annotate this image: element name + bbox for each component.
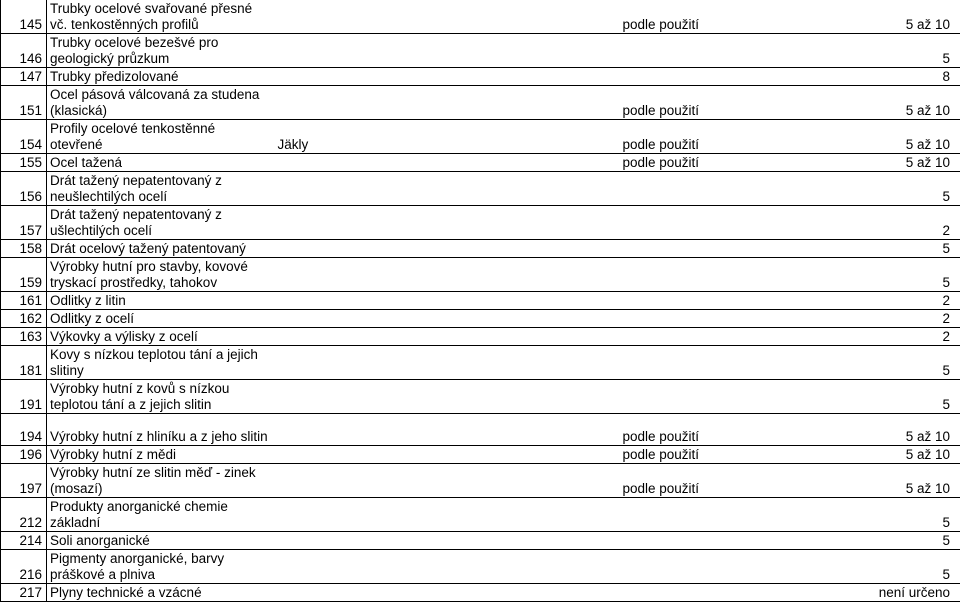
row-code: 194 xyxy=(1,428,47,446)
description-line: Drát tažený nepatentovaný z xyxy=(50,207,222,222)
row-note: Jäkly xyxy=(275,120,620,154)
description-line: (mosazí) xyxy=(50,481,103,496)
row-value: 5 xyxy=(833,34,960,68)
row-usage xyxy=(620,240,833,258)
row-code: 212 xyxy=(1,498,47,532)
row-usage xyxy=(620,380,833,414)
row-usage xyxy=(620,584,833,602)
row-usage xyxy=(620,328,833,346)
row-value: 5 xyxy=(833,346,960,380)
row-code: 191 xyxy=(1,380,47,414)
row-value: 5 xyxy=(833,532,960,550)
row-note xyxy=(275,328,620,346)
row-code: 197 xyxy=(1,464,47,498)
table-row xyxy=(1,584,960,602)
description-line: Profily ocelové tenkostěnné xyxy=(50,121,216,136)
row-description xyxy=(47,584,275,602)
row-description xyxy=(47,120,275,154)
row-value: 2 xyxy=(833,328,960,346)
row-note xyxy=(275,68,620,86)
row-description xyxy=(47,0,275,34)
row-usage: podle použití xyxy=(620,120,833,154)
table-row xyxy=(1,154,960,172)
row-description xyxy=(47,86,275,120)
row-code: 162 xyxy=(1,310,47,328)
row-note xyxy=(275,380,620,414)
row-value: 8 xyxy=(833,68,960,86)
description-line: neušlechtilých ocelí xyxy=(50,189,168,204)
spacer-row xyxy=(1,414,960,429)
table-row xyxy=(1,258,960,292)
row-note xyxy=(275,446,620,464)
row-value: 5 xyxy=(833,498,960,532)
table-row xyxy=(1,446,960,464)
row-code: 156 xyxy=(1,172,47,206)
row-value: 5 xyxy=(833,380,960,414)
row-code: 161 xyxy=(1,292,47,310)
row-code: 147 xyxy=(1,68,47,86)
row-note xyxy=(275,310,620,328)
row-note xyxy=(275,464,620,498)
description-line: (klasická) xyxy=(50,103,108,118)
table-row xyxy=(1,464,960,498)
row-description xyxy=(47,34,275,68)
row-usage xyxy=(620,532,833,550)
table-row xyxy=(1,310,960,328)
description-line: slitiny xyxy=(50,363,84,378)
table-row xyxy=(1,498,960,532)
row-description xyxy=(47,446,275,464)
description-line: Trubky předizolované xyxy=(50,69,179,84)
row-value: 5 xyxy=(833,258,960,292)
row-description xyxy=(47,498,275,532)
row-description xyxy=(47,380,275,414)
table-row xyxy=(1,120,960,154)
row-code: 146 xyxy=(1,34,47,68)
row-code: 217 xyxy=(1,584,47,602)
row-description xyxy=(47,532,275,550)
row-usage xyxy=(620,68,833,86)
description-line: Ocel tažená xyxy=(50,155,123,170)
row-note xyxy=(275,172,620,206)
description-line: práškové a plniva xyxy=(50,567,156,582)
row-description xyxy=(47,68,275,86)
row-value: 5 až 10 xyxy=(833,154,960,172)
row-note xyxy=(275,258,620,292)
description-line: Výkovky a výlisky z ocelí xyxy=(50,329,198,344)
description-line: tryskací prostředky, tahokov xyxy=(50,275,218,290)
row-note xyxy=(275,532,620,550)
row-description xyxy=(47,172,275,206)
description-line: Výrobky hutní pro stavby, kovové xyxy=(50,259,248,274)
row-description xyxy=(47,346,275,380)
row-usage: podle použití xyxy=(620,154,833,172)
row-usage xyxy=(620,498,833,532)
row-value: není určeno xyxy=(833,584,960,602)
row-value: 2 xyxy=(833,206,960,240)
row-note xyxy=(275,86,620,120)
row-code: 159 xyxy=(1,258,47,292)
table-row xyxy=(1,172,960,206)
description-line: Pigmenty anorganické, barvy xyxy=(50,551,225,566)
description-line: Trubky ocelové svařované přesné xyxy=(50,1,253,16)
row-usage xyxy=(620,310,833,328)
description-line: Trubky ocelové bezešvé pro xyxy=(50,35,219,50)
description-line: Výrobky hutní ze slitin měď - zinek xyxy=(50,465,256,480)
row-code: 154 xyxy=(1,120,47,154)
row-description xyxy=(47,154,275,172)
row-usage: podle použití xyxy=(620,428,833,446)
row-value: 5 xyxy=(833,172,960,206)
description-line: Výrobky hutní z kovů s nízkou xyxy=(50,381,230,396)
row-value: 5 až 10 xyxy=(833,0,960,34)
row-value: 2 xyxy=(833,310,960,328)
row-code: 216 xyxy=(1,550,47,584)
row-code: 214 xyxy=(1,532,47,550)
row-code: 155 xyxy=(1,154,47,172)
row-value: 5 xyxy=(833,550,960,584)
table-row xyxy=(1,0,960,34)
row-usage: podle použití xyxy=(620,464,833,498)
row-description xyxy=(47,328,275,346)
row-usage: podle použití xyxy=(620,446,833,464)
row-code: 181 xyxy=(1,346,47,380)
description-line: Drát tažený nepatentovaný z xyxy=(50,173,222,188)
row-value: 5 až 10 xyxy=(833,86,960,120)
description-line: Plyny technické a vzácné xyxy=(50,585,202,600)
row-description xyxy=(47,240,275,258)
description-line: Kovy s nízkou teplotou tání a jejich xyxy=(50,347,258,362)
table-row xyxy=(1,428,960,446)
description-line: Odlitky z ocelí xyxy=(50,311,135,326)
row-description xyxy=(47,206,275,240)
table-row xyxy=(1,240,960,258)
row-value: 5 až 10 xyxy=(833,428,960,446)
row-code: 158 xyxy=(1,240,47,258)
row-usage xyxy=(620,292,833,310)
row-description xyxy=(47,464,275,498)
table-row xyxy=(1,380,960,414)
description-line: Výrobky hutní z hliníku a z jeho slitin xyxy=(50,429,268,444)
description-line: Výrobky hutní z mědi xyxy=(50,447,177,462)
row-usage: podle použití xyxy=(620,0,833,34)
description-line: Produkty anorganické chemie xyxy=(50,499,228,514)
row-usage: podle použití xyxy=(620,86,833,120)
row-code: 145 xyxy=(1,0,47,34)
table-row xyxy=(1,532,960,550)
row-usage xyxy=(620,550,833,584)
row-note xyxy=(275,206,620,240)
table-body xyxy=(1,0,960,602)
row-description xyxy=(47,310,275,328)
row-value: 2 xyxy=(833,292,960,310)
row-note xyxy=(275,240,620,258)
description-line: základní xyxy=(50,515,101,530)
description-line: Odlitky z litin xyxy=(50,293,126,308)
row-value: 5 xyxy=(833,240,960,258)
row-usage xyxy=(620,172,833,206)
description-line: teplotou tání a z jejich slitin xyxy=(50,397,212,412)
row-code: 163 xyxy=(1,328,47,346)
row-note xyxy=(275,292,620,310)
description-line: geologický průzkum xyxy=(50,51,170,66)
row-value: 5 až 10 xyxy=(833,464,960,498)
table-row xyxy=(1,292,960,310)
row-description xyxy=(47,428,275,446)
row-usage xyxy=(620,258,833,292)
table-row xyxy=(1,86,960,120)
row-code: 196 xyxy=(1,446,47,464)
description-line: ušlechtilých ocelí xyxy=(50,223,153,238)
table-row xyxy=(1,550,960,584)
row-note xyxy=(275,428,620,446)
row-description xyxy=(47,550,275,584)
row-note xyxy=(275,346,620,380)
row-code: 151 xyxy=(1,86,47,120)
row-note xyxy=(275,550,620,584)
row-note xyxy=(275,34,620,68)
row-note xyxy=(275,0,620,34)
row-description xyxy=(47,292,275,310)
description-line: Ocel pásová válcovaná za studena xyxy=(50,87,260,102)
table-row xyxy=(1,328,960,346)
description-line: vč. tenkostěnných profilů xyxy=(50,17,199,32)
table-row xyxy=(1,346,960,380)
row-note xyxy=(275,498,620,532)
row-usage xyxy=(620,206,833,240)
row-value: 5 až 10 xyxy=(833,446,960,464)
row-value: 5 až 10 xyxy=(833,120,960,154)
row-usage xyxy=(620,346,833,380)
table-row xyxy=(1,68,960,86)
description-line: Drát ocelový tažený patentovaný xyxy=(50,241,246,256)
row-code: 157 xyxy=(1,206,47,240)
row-note xyxy=(275,154,620,172)
row-description xyxy=(47,258,275,292)
description-line: Soli anorganické xyxy=(50,533,150,548)
row-note xyxy=(275,584,620,602)
row-usage xyxy=(620,34,833,68)
table-row xyxy=(1,34,960,68)
table-row xyxy=(1,206,960,240)
description-line: otevřené xyxy=(50,137,103,152)
